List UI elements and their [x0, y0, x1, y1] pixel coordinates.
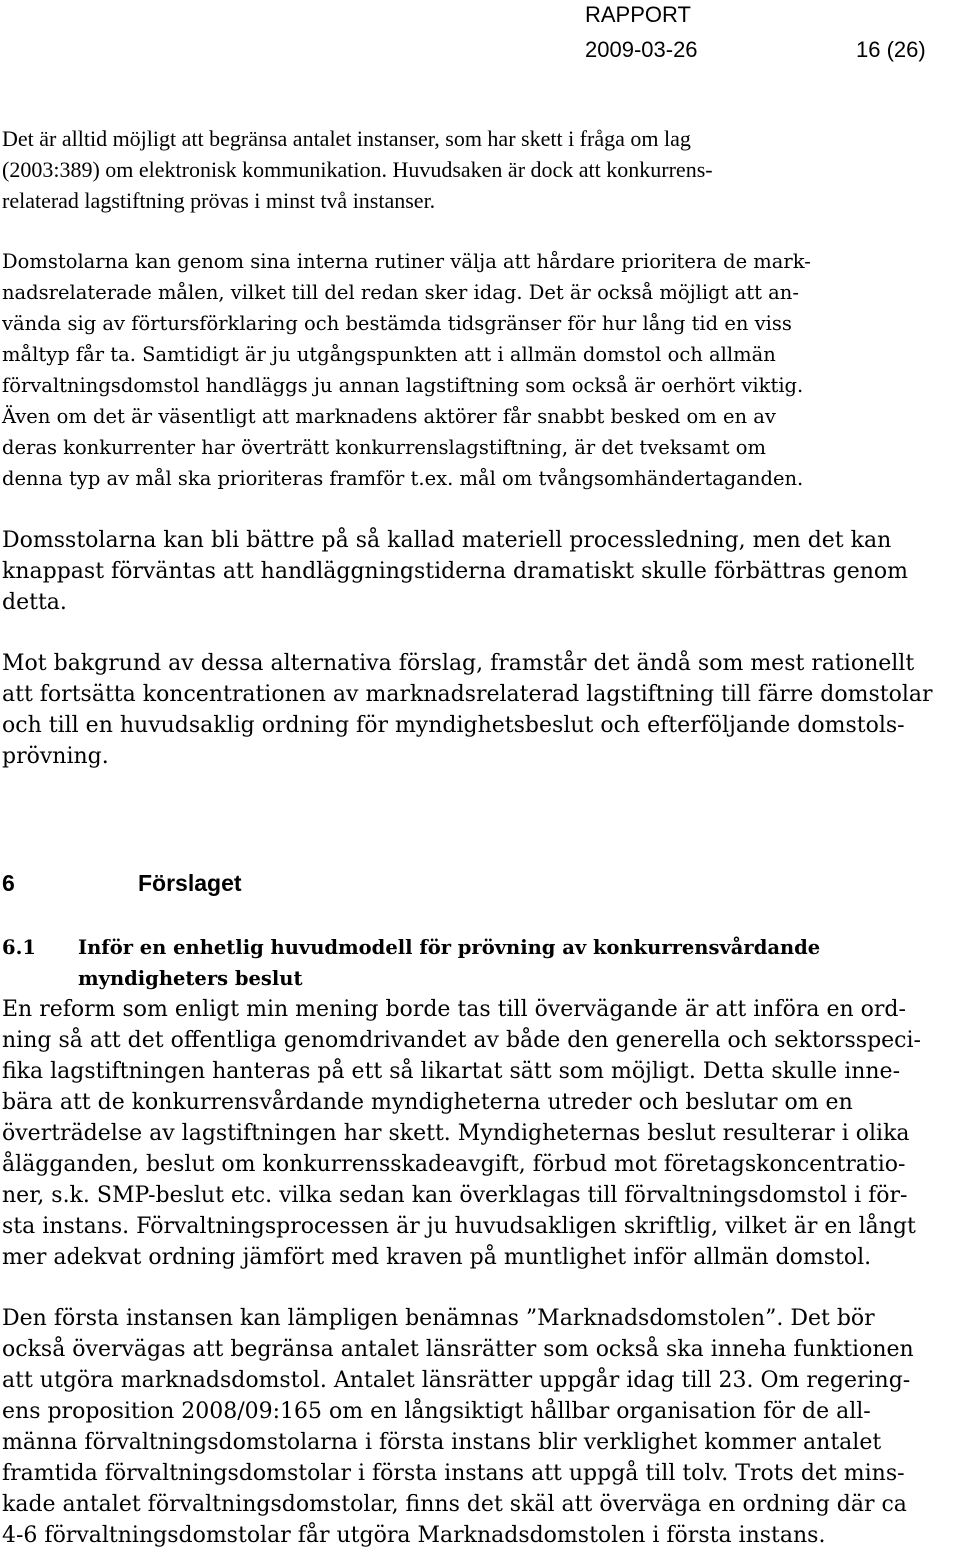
- text-line: Det är alltid möjligt att begränsa antalet instanser, som har skett i fråga om lag: [2, 126, 691, 151]
- section-title: Förslaget: [138, 870, 242, 896]
- text-line: också övervägas att begränsa antalet länsrätter som också ska inneha funktionen: [2, 1337, 914, 1362]
- paragraph: [2, 525, 957, 618]
- text-line: ning så att det offentliga genomdrivandet av både den generella och sektorsspeci-: [2, 1028, 921, 1053]
- subsection-heading: [2, 932, 820, 994]
- text-line: (2003:389) om elektronisk kommunikation. Huvudsaken är dock att konkurrens-: [2, 157, 713, 182]
- subsection-number: 6.1: [2, 936, 36, 959]
- text-line: Mot bakgrund av dessa alternativa förslag, framstår det ändå som mest rationellt: [2, 651, 915, 676]
- text-line: överträdelse av lagstiftningen har skett. Myndigheternas beslut resulterar i olika: [2, 1121, 910, 1146]
- text-line: sta instans. Förvaltningsprocessen är ju huvudsakligen skriftlig, vilket är en långt: [2, 1214, 916, 1239]
- text-line: ens proposition 2008/09:165 om en långsiktigt hållbar organisation för de all-: [2, 1399, 871, 1424]
- text-line: att fortsätta koncentrationen av marknadsrelaterad lagstiftning till färre domstolar: [2, 682, 933, 707]
- text-line: männa förvaltningsdomstolarna i första instans blir verklighet kommer antalet: [2, 1430, 882, 1455]
- report-label: RAPPORT: [585, 2, 691, 27]
- text-line: mer adekvat ordning jämfört med kraven på muntlighet inför allmän domstol.: [2, 1245, 872, 1270]
- paragraph: [2, 123, 957, 216]
- text-line: vända sig av förtursförklaring och bestämda tidsgränser för hur lång tid en viss: [2, 312, 792, 335]
- text-line: detta.: [2, 590, 67, 615]
- paragraph: [2, 1303, 957, 1551]
- text-line: Även om det är väsentligt att marknadens aktörer får snabbt besked om en av: [2, 405, 776, 428]
- text-line: deras konkurrenter har överträtt konkurrenslagstiftning, är det tveksamt om: [2, 436, 767, 459]
- subsection-title-cont: myndigheters beslut: [78, 967, 303, 990]
- text-line: fika lagstiftningen hanteras på ett så likartat sätt som möjligt. Detta skulle inne-: [2, 1059, 901, 1084]
- text-line: Domsstolarna kan bli bättre på så kallad materiell processledning, men det kan: [2, 528, 892, 553]
- text-line: relaterad lagstiftning prövas i minst två instanser.: [2, 188, 436, 213]
- text-line: prövning.: [2, 744, 109, 769]
- section-heading: [2, 870, 242, 897]
- paragraph: [2, 648, 957, 772]
- text-line: framtida förvaltningsdomstolar i första instans att uppgå till tolv. Trots det mins-: [2, 1461, 905, 1486]
- text-line: ålägganden, beslut om konkurrensskadeavgift, förbud mot företagskoncentratio-: [2, 1152, 906, 1177]
- text-line: att utgöra marknadsdomstol. Antalet länsrätter uppgår idag till 23. Om regering-: [2, 1368, 911, 1393]
- text-line: 4-6 förvaltningsdomstolar får utgöra Marknadsdomstolen i första instans.: [2, 1523, 826, 1548]
- paragraph: [2, 246, 957, 494]
- paragraph: [2, 994, 957, 1273]
- text-line: denna typ av mål ska prioriteras framför t.ex. mål om tvångsomhändertaganden.: [2, 467, 804, 490]
- text-line: knappast förväntas att handläggningstiderna dramatiskt skulle förbättras genom: [2, 559, 909, 584]
- text-line: Den första instansen kan lämpligen benämnas ”Marknadsdomstolen”. Det bör: [2, 1306, 875, 1331]
- text-line: bära att de konkurrensvårdande myndigheterna utreder och beslutar om en: [2, 1090, 853, 1115]
- text-line: ner, s.k. SMP-beslut etc. vilka sedan kan överklagas till förvaltningsdomstol i för-: [2, 1183, 908, 1208]
- subsection-title: Inför en enhetlig huvudmodell för prövning av konkurrensvårdande: [78, 936, 821, 959]
- text-line: nadsrelaterade målen, vilket till del redan sker idag. Det är också möjligt att an-: [2, 281, 799, 304]
- page-number: 16 (26): [856, 37, 926, 62]
- text-line: förvaltningsdomstol handläggs ju annan lagstiftning som också är oerhört viktig.: [2, 374, 804, 397]
- text-line: En reform som enligt min mening borde tas till övervägande är att införa en ord-: [2, 997, 906, 1022]
- text-line: och till en huvudsaklig ordning för myndighetsbeslut och efterföljande domstols-: [2, 713, 905, 738]
- text-line: Domstolarna kan genom sina interna rutiner välja att hårdare prioritera de mark-: [2, 250, 811, 273]
- text-line: kade antalet förvaltningsdomstolar, finns det skäl att överväga en ordning där ca: [2, 1492, 907, 1517]
- report-date: 2009-03-26: [585, 37, 698, 62]
- section-number: 6: [2, 870, 15, 896]
- text-line: måltyp får ta. Samtidigt är ju utgångspunkten att i allmän domstol och allmän: [2, 343, 776, 366]
